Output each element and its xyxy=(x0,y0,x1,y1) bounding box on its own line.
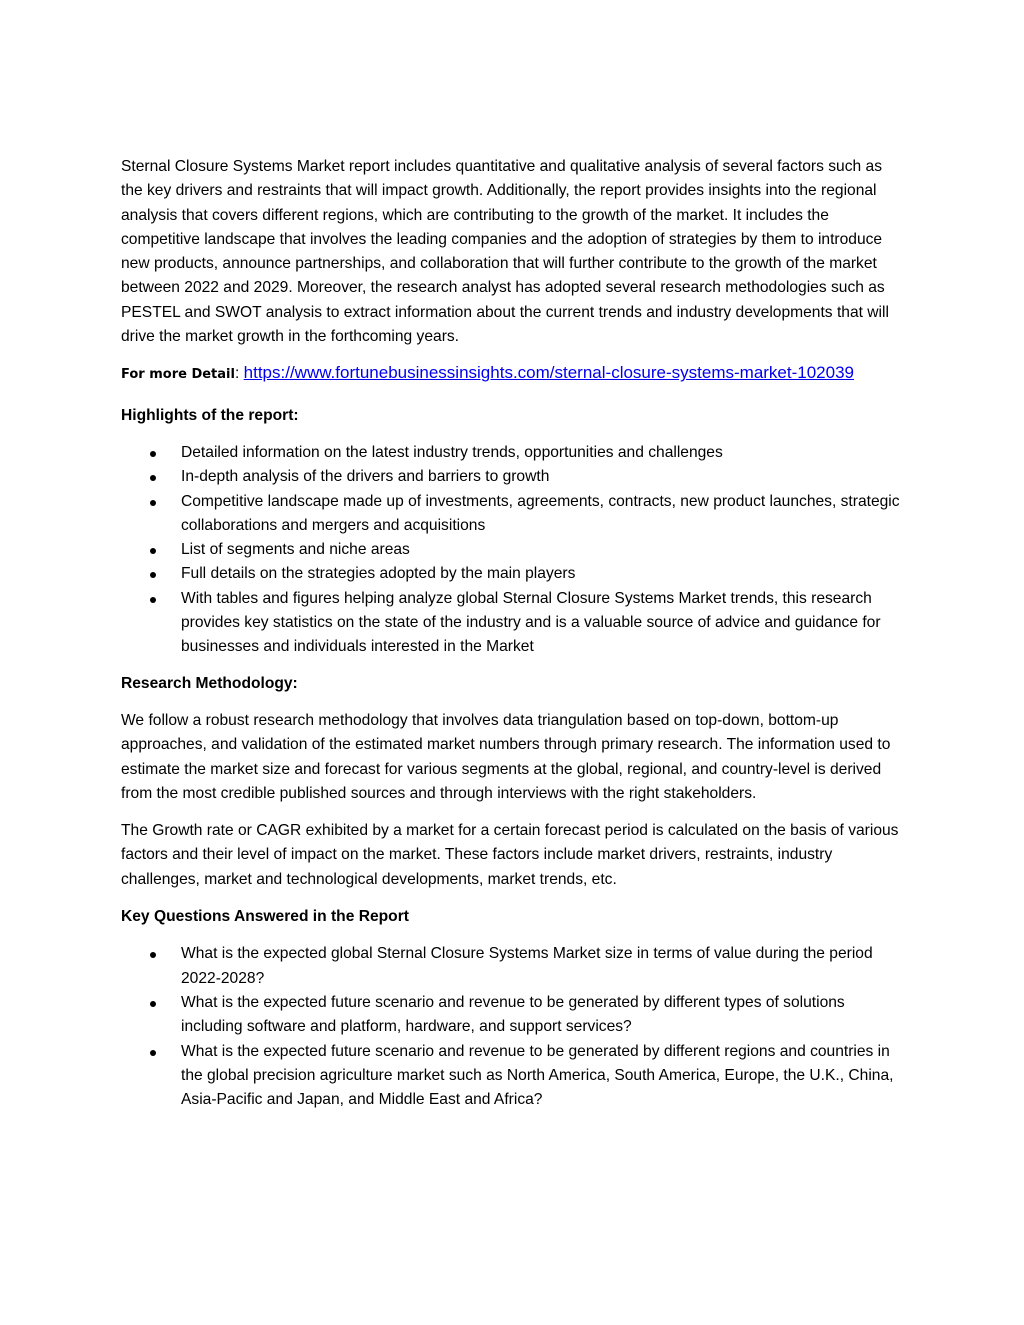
intro-paragraph: Sternal Closure Systems Market report includes quantitative and qualitative analysis of several factors such as the key drivers and restraints that will impact growth. Additionally, the report provides insights into the regional analysis that covers different regions, which are contributing to the growth of the market. It includes the competitive landscape that involves the leading companies and the adoption of strategies by them to introduce new products, announce partnerships, and collaboration that will further contribute to the growth of the market between 2022 and 2029. Moreover, the research analyst has adopted several research methodologies such as PESTEL and SWOT analysis to extract information about the current trends and industry developments that will drive the market growth in the forthcoming years. xyxy=(121,158,889,346)
bullet-icon xyxy=(150,500,156,506)
bullet-icon xyxy=(150,1001,156,1007)
list-item-text: Full details on the strategies adopted by the main players xyxy=(181,565,576,583)
more-detail-link[interactable]: https://www.fortunebusinessinsights.com/sternal-closure-systems-market-102039 xyxy=(243,363,854,383)
bullet-icon xyxy=(150,597,156,603)
list-item-text: What is the expected global Sternal Closure Systems Market size in terms of value during the period 2022-2028? xyxy=(181,945,873,987)
list-item-text: What is the expected future scenario and revenue to be generated by different types of solutions including software and platform, hardware, and support services? xyxy=(181,993,845,1036)
bullet-icon xyxy=(150,475,156,481)
highlights-heading: Highlights of the report: xyxy=(121,406,299,424)
list-item-text: What is the expected future scenario and revenue to be generated by different regions and countries in the global precision agriculture market such as North America, South America, Europe, the U.K., China, Asia-Pacific and Japan, and Middle East and Africa? xyxy=(181,1042,894,1109)
highlights-list xyxy=(121,441,906,660)
list-item xyxy=(181,942,906,991)
list-item xyxy=(181,441,906,465)
bullet-icon xyxy=(150,952,156,958)
bullet-icon xyxy=(150,451,156,457)
more-detail-separator: : xyxy=(234,365,244,383)
list-item-text: In-depth analysis of the drivers and barriers to growth xyxy=(181,468,550,486)
list-item xyxy=(181,1040,906,1113)
bullet-icon xyxy=(150,572,156,578)
questions-heading: Key Questions Answered in the Report xyxy=(121,908,409,926)
bullet-icon xyxy=(150,1050,156,1056)
methodology-paragraph-1: We follow a robust research methodology that involves data triangulation based on top-down, bottom-up approaches, and validation of the estimated market numbers through primary research. The information used to estimate the market size and forecast for various segments at the global, regional, and country-level is derived from the most credible published sources and through interviews with the right stakeholders. xyxy=(121,711,891,802)
list-item-text: Competitive landscape made up of investments, agreements, contracts, new product launches, strategic collaborations and mergers and acquisitions xyxy=(181,492,900,534)
list-item-text: List of segments and niche areas xyxy=(181,541,410,559)
list-item-text: With tables and figures helping analyze global Sternal Closure Systems Market trends, this research provides key statistics on the state of the industry and is a valuable source of advice and guidance for businesses and individuals interested in the Market xyxy=(181,589,881,656)
list-item xyxy=(181,562,906,586)
more-detail-line xyxy=(121,361,906,387)
list-item xyxy=(181,587,906,660)
list-item-text: Detailed information on the latest industry trends, opportunities and challenges xyxy=(181,443,723,461)
bullet-icon xyxy=(150,548,156,554)
list-item xyxy=(181,465,906,489)
document-page xyxy=(121,155,906,1124)
more-detail-label: For more Detail xyxy=(121,367,235,383)
questions-list xyxy=(121,942,906,1112)
list-item xyxy=(181,991,906,1040)
methodology-paragraph-2: The Growth rate or CAGR exhibited by a market for a certain forecast period is calculated on the basis of various factors and their level of impact on the market. These factors include market drivers, restraints, industry challenges, market and technological developments, market trends, etc. xyxy=(121,822,899,888)
list-item xyxy=(181,490,906,539)
methodology-heading: Research Methodology: xyxy=(121,674,298,692)
list-item xyxy=(181,538,906,562)
